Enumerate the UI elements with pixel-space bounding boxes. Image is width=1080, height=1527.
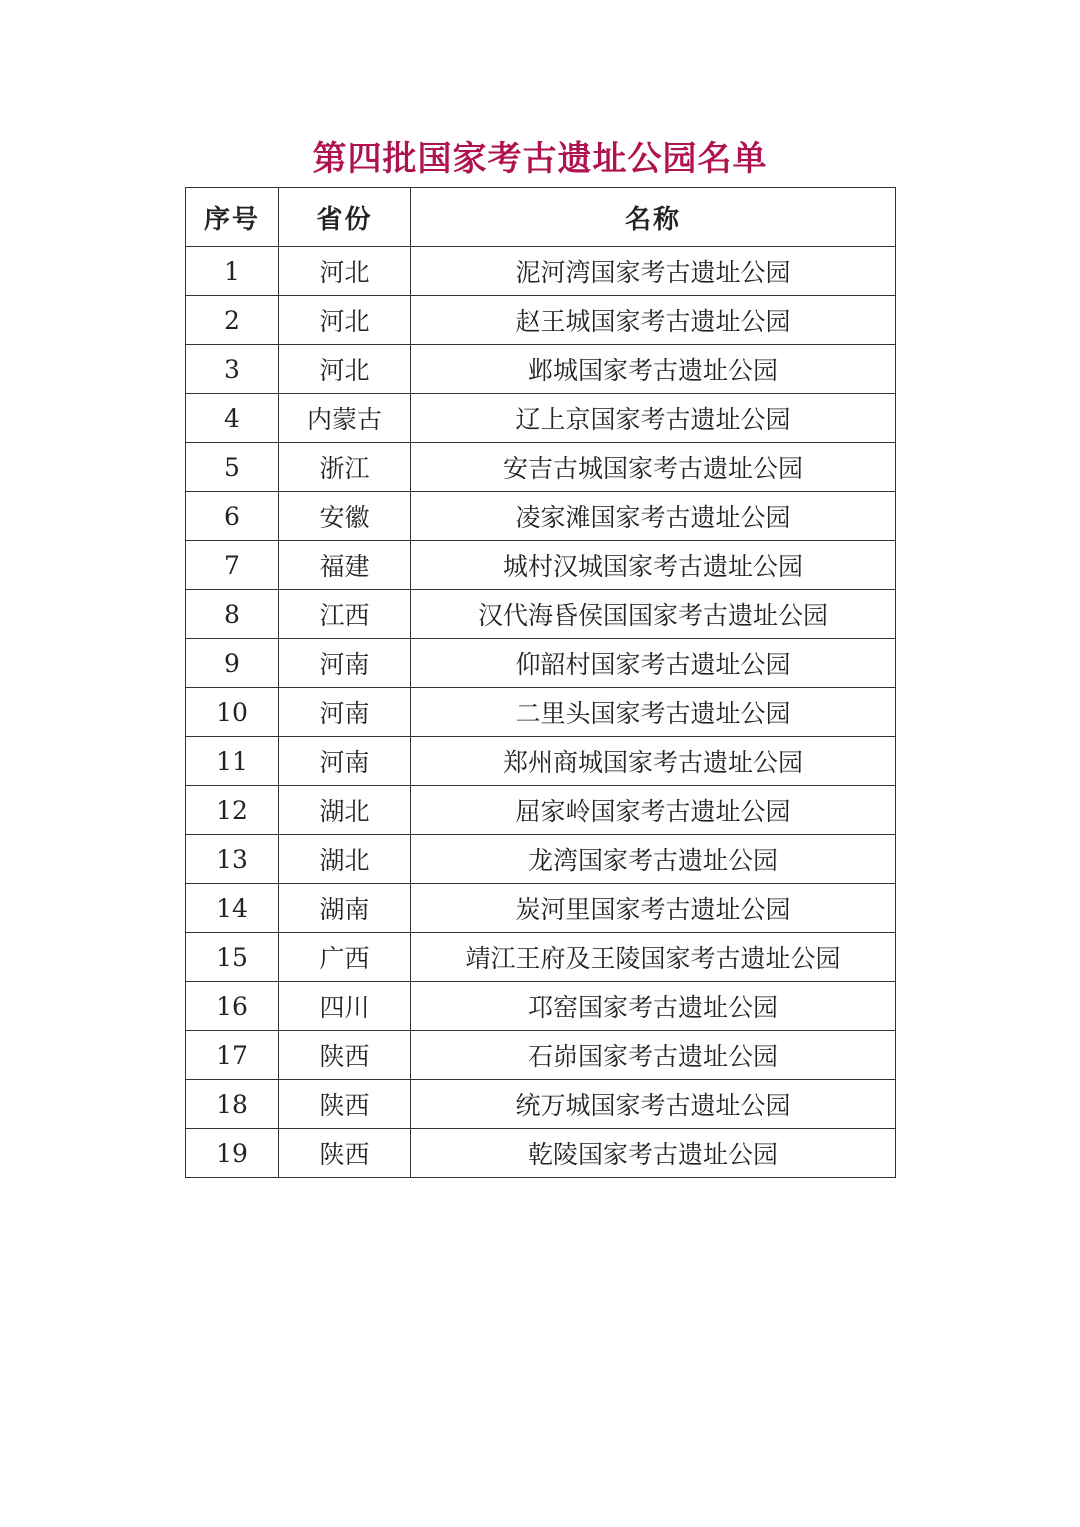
- name-cell: 安吉古城国家考古遗址公园: [411, 443, 896, 492]
- index-cell: 9: [186, 639, 279, 688]
- name-cell: 邺城国家考古遗址公园: [411, 345, 896, 394]
- province-cell: 安徽: [279, 492, 411, 541]
- parks-table: [185, 187, 896, 1178]
- index-cell: 17: [186, 1031, 279, 1080]
- table-row: [186, 1031, 896, 1080]
- index-cell: 2: [186, 296, 279, 345]
- index-cell: 15: [186, 933, 279, 982]
- name-cell: 二里头国家考古遗址公园: [411, 688, 896, 737]
- index-cell: 12: [186, 786, 279, 835]
- name-cell: 龙湾国家考古遗址公园: [411, 835, 896, 884]
- province-cell: 湖北: [279, 786, 411, 835]
- name-cell: 凌家滩国家考古遗址公园: [411, 492, 896, 541]
- province-cell: 河南: [279, 639, 411, 688]
- name-cell: 泥河湾国家考古遗址公园: [411, 247, 896, 296]
- table-row: [186, 786, 896, 835]
- index-cell: 18: [186, 1080, 279, 1129]
- province-cell: 浙江: [279, 443, 411, 492]
- index-cell: 5: [186, 443, 279, 492]
- page-title: 第四批国家考古遗址公园名单: [312, 139, 768, 179]
- table-row: [186, 884, 896, 933]
- table-row: [186, 345, 896, 394]
- province-cell: 湖北: [279, 835, 411, 884]
- name-cell: 仰韶村国家考古遗址公园: [411, 639, 896, 688]
- header-row: [186, 188, 896, 247]
- name-cell: 靖江王府及王陵国家考古遗址公园: [411, 933, 896, 982]
- table-row: [186, 296, 896, 345]
- table-row: [186, 737, 896, 786]
- name-cell: 石峁国家考古遗址公园: [411, 1031, 896, 1080]
- table-row: [186, 639, 896, 688]
- name-cell: 郑州商城国家考古遗址公园: [411, 737, 896, 786]
- name-cell: 汉代海昏侯国国家考古遗址公园: [411, 590, 896, 639]
- name-cell: 邛窑国家考古遗址公园: [411, 982, 896, 1031]
- index-cell: 16: [186, 982, 279, 1031]
- table-row: [186, 443, 896, 492]
- province-cell: 内蒙古: [279, 394, 411, 443]
- header-province: 省份: [279, 188, 411, 247]
- index-cell: 8: [186, 590, 279, 639]
- province-cell: 福建: [279, 541, 411, 590]
- name-cell: 屈家岭国家考古遗址公园: [411, 786, 896, 835]
- province-cell: 广西: [279, 933, 411, 982]
- province-cell: 陕西: [279, 1129, 411, 1178]
- table-row: [186, 982, 896, 1031]
- province-cell: 陕西: [279, 1031, 411, 1080]
- name-cell: 赵王城国家考古遗址公园: [411, 296, 896, 345]
- name-cell: 辽上京国家考古遗址公园: [411, 394, 896, 443]
- table-row: [186, 688, 896, 737]
- table-header: [186, 188, 896, 247]
- table-row: [186, 1080, 896, 1129]
- table-row: [186, 541, 896, 590]
- index-cell: 7: [186, 541, 279, 590]
- index-cell: 10: [186, 688, 279, 737]
- province-cell: 河北: [279, 296, 411, 345]
- name-cell: 炭河里国家考古遗址公园: [411, 884, 896, 933]
- header-name: 名称: [411, 188, 896, 247]
- table-row: [186, 835, 896, 884]
- name-cell: 城村汉城国家考古遗址公园: [411, 541, 896, 590]
- table-row: [186, 590, 896, 639]
- province-cell: 河北: [279, 345, 411, 394]
- province-cell: 河北: [279, 247, 411, 296]
- province-cell: 河南: [279, 737, 411, 786]
- table-row: [186, 394, 896, 443]
- header-index: 序号: [186, 188, 279, 247]
- index-cell: 11: [186, 737, 279, 786]
- table-row: [186, 247, 896, 296]
- index-cell: 19: [186, 1129, 279, 1178]
- table-row: [186, 933, 896, 982]
- table-row: [186, 492, 896, 541]
- index-cell: 4: [186, 394, 279, 443]
- province-cell: 湖南: [279, 884, 411, 933]
- province-cell: 四川: [279, 982, 411, 1031]
- province-cell: 陕西: [279, 1080, 411, 1129]
- index-cell: 1: [186, 247, 279, 296]
- name-cell: 乾陵国家考古遗址公园: [411, 1129, 896, 1178]
- table-body: [186, 247, 896, 1178]
- index-cell: 13: [186, 835, 279, 884]
- index-cell: 3: [186, 345, 279, 394]
- table-row: [186, 1129, 896, 1178]
- province-cell: 江西: [279, 590, 411, 639]
- index-cell: 6: [186, 492, 279, 541]
- index-cell: 14: [186, 884, 279, 933]
- province-cell: 河南: [279, 688, 411, 737]
- name-cell: 统万城国家考古遗址公园: [411, 1080, 896, 1129]
